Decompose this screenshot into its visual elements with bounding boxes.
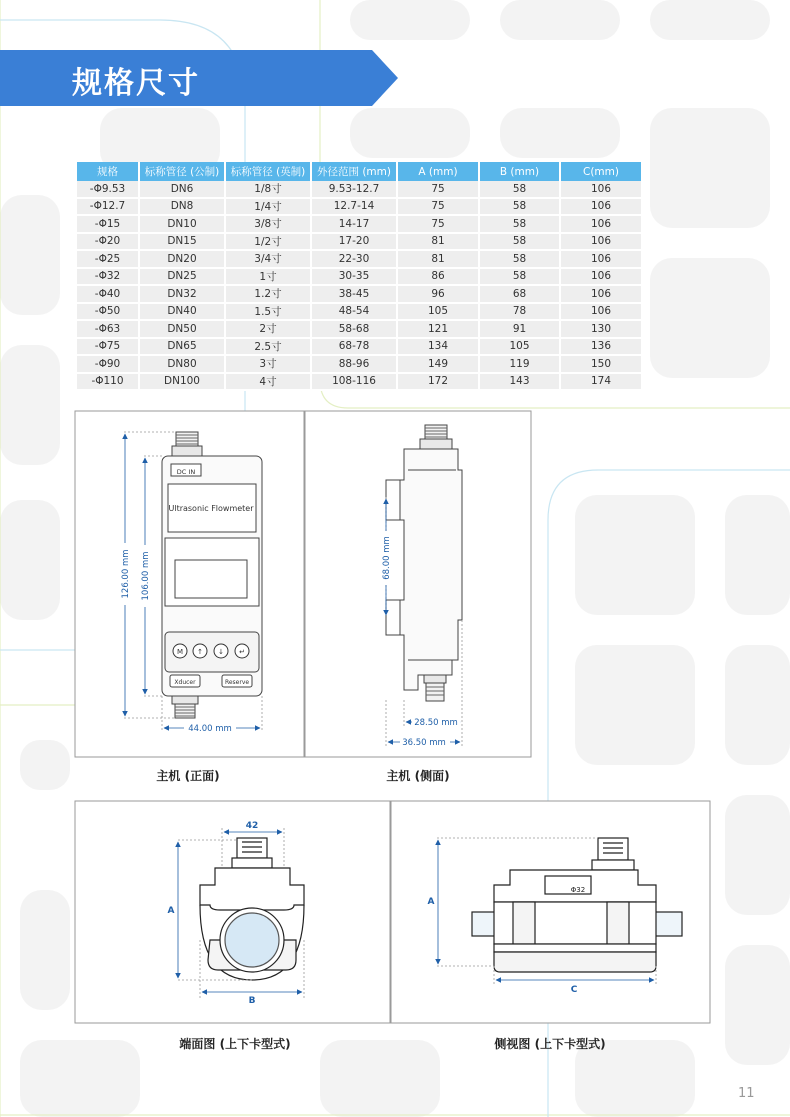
end-dim-a-label: A xyxy=(167,906,175,916)
table-cell: -Φ25 xyxy=(77,250,139,268)
table-cell: 75 xyxy=(397,215,479,233)
table-cell: 3/4寸 xyxy=(225,250,311,268)
table-cell: 130 xyxy=(560,320,642,338)
table-cell: -Φ63 xyxy=(77,320,139,338)
table-cell: 96 xyxy=(397,285,479,303)
end-view-frame xyxy=(75,801,390,1023)
table-cell: 2.5寸 xyxy=(225,338,311,356)
table-cell: 68-78 xyxy=(311,338,397,356)
table-cell: 17-20 xyxy=(311,233,397,251)
button-up-label: ↑ xyxy=(197,648,203,656)
table-cell: 68 xyxy=(479,285,560,303)
table-header: B (mm) xyxy=(479,162,560,181)
table-cell: DN50 xyxy=(139,320,225,338)
table-cell: 105 xyxy=(397,303,479,321)
device-name-label: Ultrasonic Flowmeter xyxy=(168,504,254,513)
table-header: C(mm) xyxy=(560,162,642,181)
table-cell: 1/4寸 xyxy=(225,198,311,216)
table-cell: 1/8寸 xyxy=(225,181,311,198)
page-title: 规格尺寸 xyxy=(72,66,200,101)
table-cell: 30-35 xyxy=(311,268,397,286)
table-cell: 48-54 xyxy=(311,303,397,321)
table-cell: -Φ9.53 xyxy=(77,181,139,198)
table-cell: DN80 xyxy=(139,355,225,373)
dim-44-label: 44.00 mm xyxy=(188,724,232,734)
table-cell: -Φ12.7 xyxy=(77,198,139,216)
table-cell: 106 xyxy=(560,285,642,303)
dc-in-label: DC IN xyxy=(176,468,196,476)
table-cell: 38-45 xyxy=(311,285,397,303)
table-cell: 75 xyxy=(397,198,479,216)
table-cell: 58 xyxy=(479,268,560,286)
table-cell: 150 xyxy=(560,355,642,373)
table-header: 标称管径 (公制) xyxy=(139,162,225,181)
table-cell: -Φ15 xyxy=(77,215,139,233)
table-cell: 58 xyxy=(479,233,560,251)
xducer-label: Xducer xyxy=(174,679,196,686)
table-cell: -Φ50 xyxy=(77,303,139,321)
table-cell: 108-116 xyxy=(311,373,397,391)
table-cell: 1/2寸 xyxy=(225,233,311,251)
table-cell: 136 xyxy=(560,338,642,356)
side-view-caption: 主机 (侧面) xyxy=(386,769,450,783)
table-cell: 1.5寸 xyxy=(225,303,311,321)
table-header: 规格 xyxy=(77,162,139,181)
dim-106-label: 106.00 mm xyxy=(141,551,151,601)
table-cell: 3/8寸 xyxy=(225,215,311,233)
table-cell: DN40 xyxy=(139,303,225,321)
table-cell: 174 xyxy=(560,373,642,391)
table-cell: DN32 xyxy=(139,285,225,303)
dim-28-label: 28.50 mm xyxy=(414,718,458,728)
table-cell: DN15 xyxy=(139,233,225,251)
table-cell: 121 xyxy=(397,320,479,338)
table-cell: 58 xyxy=(479,198,560,216)
button-enter-label: ↵ xyxy=(239,648,245,656)
table-cell: 86 xyxy=(397,268,479,286)
table-cell: 143 xyxy=(479,373,560,391)
button-down-label: ↓ xyxy=(218,648,224,656)
size-label-text: Φ32 xyxy=(570,886,586,894)
table-cell: 106 xyxy=(560,198,642,216)
side-dim-a-label: A xyxy=(427,897,435,907)
table-cell: DN8 xyxy=(139,198,225,216)
front-view-caption: 主机 (正面) xyxy=(156,769,220,783)
table-cell: 14-17 xyxy=(311,215,397,233)
table-cell: 3寸 xyxy=(225,355,311,373)
table-cell: -Φ110 xyxy=(77,373,139,391)
table-cell: 106 xyxy=(560,268,642,286)
table-cell: 1.2寸 xyxy=(225,285,311,303)
end-dim-b-label: B xyxy=(248,996,256,1006)
table-cell: DN10 xyxy=(139,215,225,233)
table-cell: -Φ90 xyxy=(77,355,139,373)
dim-42-label: 42 xyxy=(245,821,259,831)
table-cell: 88-96 xyxy=(311,355,397,373)
table-cell: 58 xyxy=(479,215,560,233)
dim-68-label: 68.00 mm xyxy=(382,536,392,580)
reserve-label: Reserve xyxy=(224,679,250,686)
table-cell: 22-30 xyxy=(311,250,397,268)
table-cell: 75 xyxy=(397,181,479,198)
table-header: 标称管径 (英制) xyxy=(225,162,311,181)
table-cell: 134 xyxy=(397,338,479,356)
button-m-label: M xyxy=(176,648,184,656)
table-cell: DN20 xyxy=(139,250,225,268)
table-cell: DN25 xyxy=(139,268,225,286)
table-cell: 1寸 xyxy=(225,268,311,286)
dim-126-label: 126.00 mm xyxy=(121,549,131,599)
table-cell: 12.7-14 xyxy=(311,198,397,216)
table-cell: -Φ20 xyxy=(77,233,139,251)
table-cell: 172 xyxy=(397,373,479,391)
table-cell: 105 xyxy=(479,338,560,356)
table-cell: 2寸 xyxy=(225,320,311,338)
page-number: 11 xyxy=(738,1086,755,1101)
table-cell: 106 xyxy=(560,181,642,198)
table-cell: -Φ75 xyxy=(77,338,139,356)
dim-36-label: 36.50 mm xyxy=(402,738,446,748)
table-cell: 106 xyxy=(560,250,642,268)
table-cell: -Φ40 xyxy=(77,285,139,303)
table-cell: 149 xyxy=(397,355,479,373)
clamp-side-view-caption: 侧视图 (上下卡型式) xyxy=(494,1037,606,1051)
table-cell: DN65 xyxy=(139,338,225,356)
end-view-caption: 端面图 (上下卡型式) xyxy=(179,1037,291,1051)
table-cell: 58 xyxy=(479,181,560,198)
table-cell: 78 xyxy=(479,303,560,321)
table-cell: -Φ32 xyxy=(77,268,139,286)
table-cell: 106 xyxy=(560,233,642,251)
table-cell: 119 xyxy=(479,355,560,373)
table-cell: 106 xyxy=(560,303,642,321)
table-cell: DN6 xyxy=(139,181,225,198)
side-dim-c-label: C xyxy=(570,985,578,995)
table-cell: 106 xyxy=(560,215,642,233)
table-cell: 91 xyxy=(479,320,560,338)
table-cell: 58 xyxy=(479,250,560,268)
table-cell: 81 xyxy=(397,233,479,251)
table-cell: 4寸 xyxy=(225,373,311,391)
table-cell: 81 xyxy=(397,250,479,268)
table-cell: DN100 xyxy=(139,373,225,391)
table-cell: 58-68 xyxy=(311,320,397,338)
table-header: A (mm) xyxy=(397,162,479,181)
table-header: 外径范围 (mm) xyxy=(311,162,397,181)
table-cell: 9.53-12.7 xyxy=(311,181,397,198)
